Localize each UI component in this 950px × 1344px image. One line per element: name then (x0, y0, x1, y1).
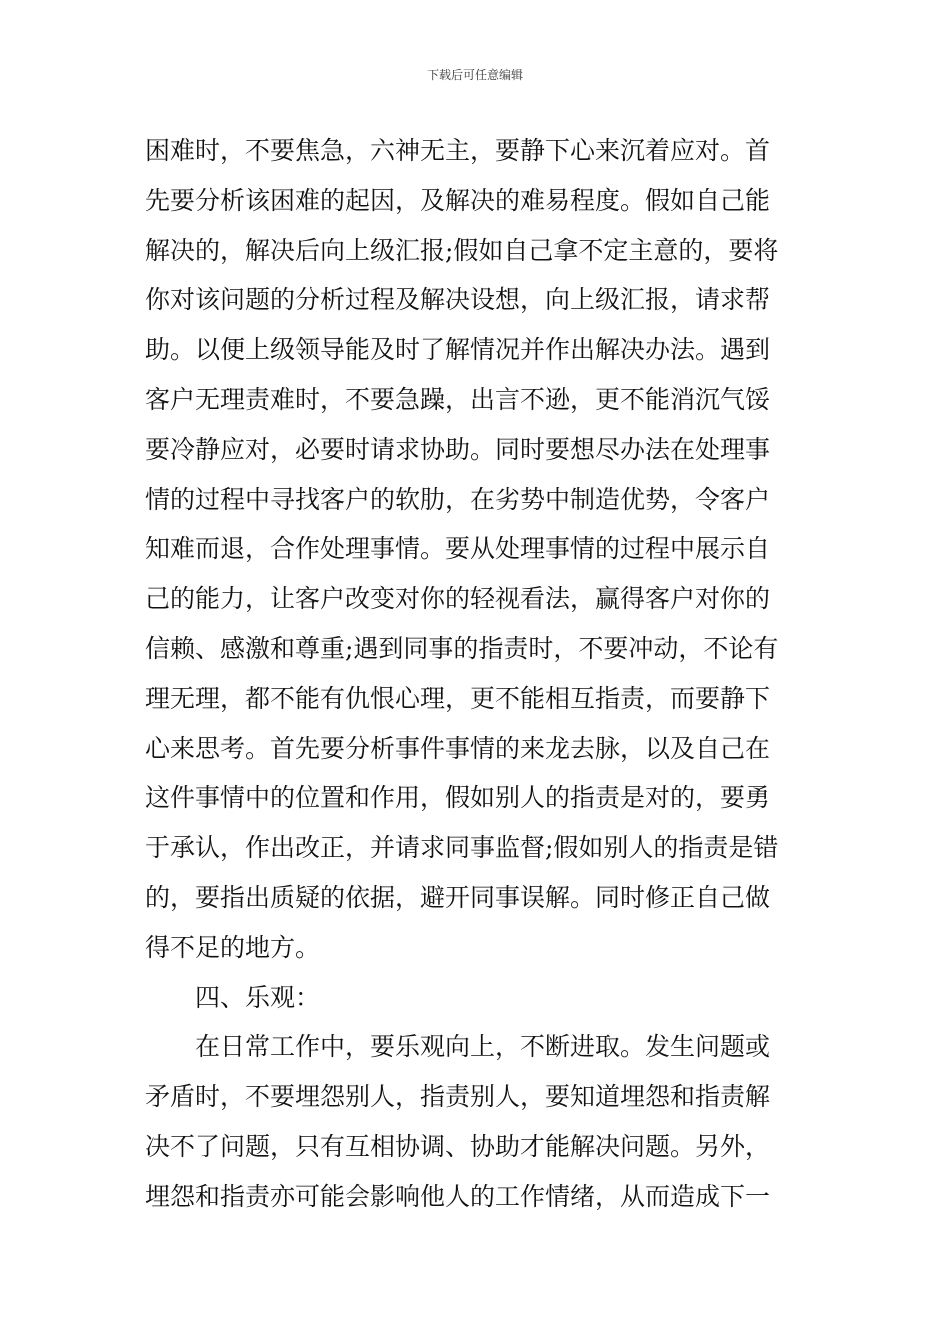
text-line: 要冷静应对，必要时请求协助。同时要想尽办法在处理事 (145, 434, 771, 464)
text-line: 心来思考。首先要分析事件事情的来龙去脉，以及自己在 (145, 733, 771, 763)
text-line: 这件事情中的位置和作用，假如别人的指责是对的，要勇 (145, 783, 771, 813)
download-note: 下载后可任意编辑 (426, 68, 523, 82)
text-line: 于承认，作出改正，并请求同事监督;假如别人的指责是错 (145, 833, 779, 863)
text-line: 的，要指出质疑的依据，避开同事误解。同时修正自己做 (145, 882, 771, 912)
text-line: 情的过程中寻找客户的软肋，在劣势中制造优势，令客户 (145, 484, 771, 514)
text-line: 在日常工作中，要乐观向上，不断进取。发生问题或 (195, 1032, 771, 1062)
text-line: 困难时，不要焦急，六神无主，要静下心来沉着应对。首 (145, 136, 771, 165)
text-line: 信赖、感激和尊重;遇到同事的指责时，不要冲动，不论有 (145, 633, 779, 663)
text-line: 得不足的地方。 (145, 932, 321, 962)
text-line: 助。以便上级领导能及时了解情况并作出解决办法。遇到 (145, 335, 771, 365)
section-heading: 四、乐观： (195, 982, 321, 1012)
text-line: 理无理，都不能有仇恨心理，更不能相互指责，而要静下 (145, 683, 771, 713)
text-line: 知难而退，合作处理事情。要从处理事情的过程中展示自 (145, 534, 771, 564)
text-line: 先要分析该困难的起因，及解决的难易程度。假如自己能 (145, 185, 771, 215)
text-line: 埋怨和指责亦可能会影响他人的工作情绪，从而造成下一 (145, 1181, 771, 1211)
text-line: 己的能力，让客户改变对你的轻视看法，赢得客户对你的 (145, 584, 771, 614)
text-line: 客户无理责难时，不要急躁，出言不逊，更不能消沉气馁 (145, 384, 771, 414)
document-body (145, 126, 810, 1222)
text-line: 解决的，解决后向上级汇报;假如自己拿不定主意的，要将 (145, 235, 779, 265)
text-line: 你对该问题的分析过程及解决设想，向上级汇报，请求帮 (145, 285, 771, 315)
text-line: 矛盾时，不要埋怨别人，指责别人，要知道埋怨和指责解 (145, 1082, 771, 1112)
text-line: 决不了问题，只有互相协调、协助才能解决问题。另外， (145, 1131, 771, 1161)
